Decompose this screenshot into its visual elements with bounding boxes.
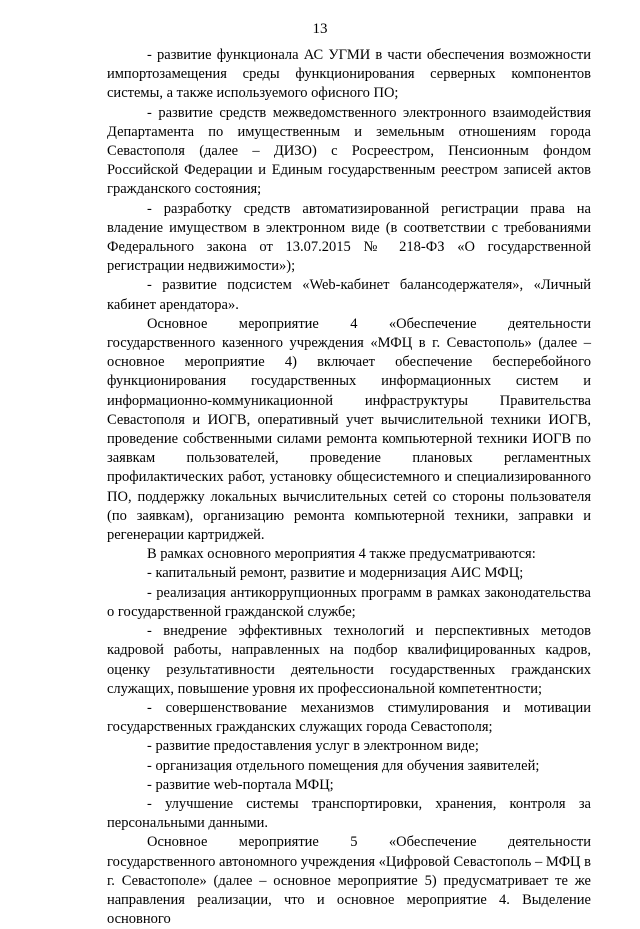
paragraph-activity-4-intro: В рамках основного мероприятия 4 также предусматриваются: <box>147 546 536 563</box>
page-number: 13 <box>312 21 328 37</box>
document-body <box>107 46 591 929</box>
list-item-anticorruption: - реализация антикоррупционных программ в рамках законодательства о государственной гражданской службе; <box>107 584 591 620</box>
paragraph-registration-automation: - разработку средств автоматизированной регистрации права на владение имуществом в электронном виде (в соответствии с требованиями Федерального закона от 13.07.2015 № 218-ФЗ «О государственной регистрации недвижимости»); <box>107 200 591 275</box>
paragraph-main-activity-5: Основное мероприятие 5 «Обеспечение деятельности государственного автономного учреждения «Цифровой Севастополь – МФЦ в г. Севастополе» (далее – основное мероприятие 5) предусматривает те же направления реализации, что и основное мероприятие 4. Выделение основного <box>107 834 591 928</box>
paragraph-interagency-interaction: - развитие средств межведомственного электронного взаимодействия Департамента по имущественным и земельным отношениям города Севастополя (далее – ДИЗО) с Росреестром, Пенсионным фондом Российской Федерации и Единым государственным реестром записей актов гражданского состояния; <box>107 104 591 198</box>
list-item-motivation: - совершенствование механизмов стимулирования и мотивации государственных гражданских служащих города Севастополя; <box>107 699 591 736</box>
list-item-electronic-services: - развитие предоставления услуг в электронном виде; <box>147 738 479 755</box>
paragraph-web-cabinet: - развитие подсистем «Web-кабинет балансодержателя», «Личный кабинет арендатора». <box>107 277 591 313</box>
list-item-training-room: - организация отдельного помещения для обучения заявителей; <box>147 757 540 774</box>
paragraph-main-activity-4: Основное мероприятие 4 «Обеспечение деятельности государственного казенного учреждения «МФЦ в г. Севастополь» (далее – основное мероприятие 4) включает обеспечение бесперебойного функционирования государственных информационных систем и информационно-коммуникационной инфраструктуры Правительства Севастополя и ИОГВ, оперативный учет вычислительной техники ИОГВ, проведение собственными силами ремонта компьютерной техники ИОГВ по заявкам пользователей, проведение плановых регламентных профилактических работ, установку общесистемного и специализированного ПО, поддержку локальных вычислительных сетей со стороны пользователя (по заявкам), организацию ремонта компьютерной техники, заправки и регенерации картриджей. <box>107 315 591 544</box>
paragraph-functional-development: - развитие функционала АС УГМИ в части обеспечения возможности импортозамещения среды функционирования серверных компонентов системы, а также используемого офисного ПО; <box>107 47 591 102</box>
list-item-personal-data: - улучшение системы транспортировки, хранения, контроля за персональными данными. <box>107 795 591 832</box>
list-item-ais-mfc: - капитальный ремонт, развитие и модернизация АИС МФЦ; <box>147 565 524 582</box>
list-item-hr-technologies: - внедрение эффективных технологий и перспективных методов кадровой работы, направленных на подбор квалифицированных кадров, оценку результативности деятельности государственных гражданских служащих, повышение уровня их профессиональной компетентности; <box>107 623 591 697</box>
list-item-web-portal: - развитие web-портала МФЦ; <box>147 776 334 793</box>
